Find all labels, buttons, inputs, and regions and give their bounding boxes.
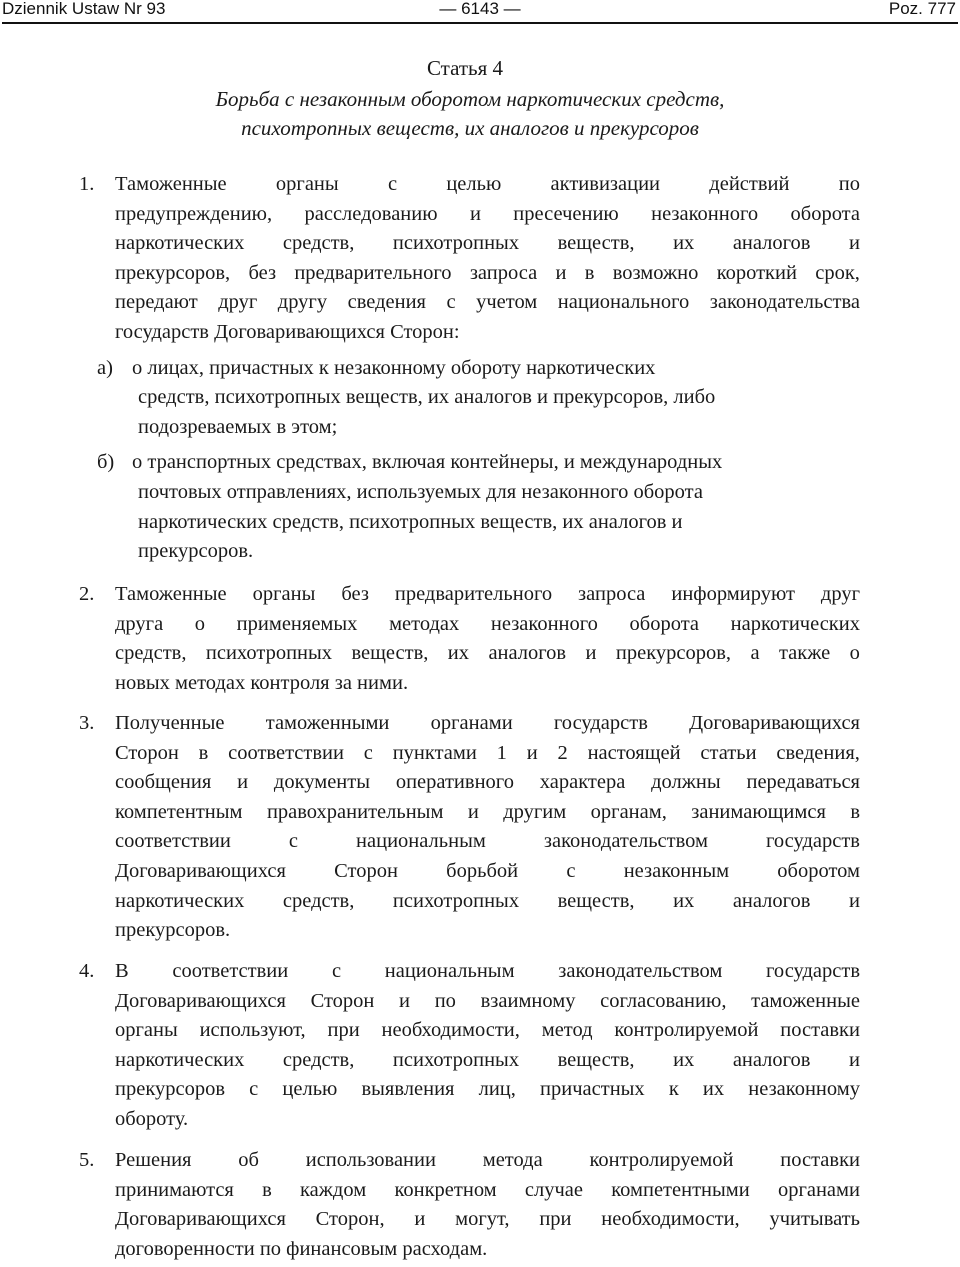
- paragraph-line: [115, 583, 860, 606]
- word: государств: [766, 830, 860, 853]
- word: и: [399, 989, 411, 1012]
- word: их: [702, 1078, 725, 1101]
- word: Договаривающихся: [689, 712, 860, 734]
- word: другим: [503, 800, 567, 823]
- word: Договаривающихся: [115, 860, 286, 882]
- word: незаконного: [490, 612, 598, 635]
- paragraph-last-line: договоренности по финансовым расходам.: [115, 1237, 488, 1260]
- paragraph-line: [115, 1208, 860, 1231]
- word: контролируемой: [589, 1149, 734, 1171]
- paragraph-line: [115, 860, 860, 883]
- paragraph-line: [115, 262, 860, 285]
- paragraph-line: [115, 960, 860, 983]
- word: в: [262, 1178, 272, 1201]
- word: Полученные: [115, 712, 225, 734]
- word: выявления: [361, 1078, 455, 1101]
- word: в: [584, 261, 595, 284]
- paragraph-line: [115, 801, 860, 824]
- paragraph-line: [115, 830, 860, 853]
- word: короткий: [716, 261, 797, 284]
- paragraph-last-line: государств Договаривающихся Сторон:: [115, 321, 460, 343]
- word: срок,: [815, 261, 860, 284]
- word: органы: [275, 173, 339, 195]
- paragraph-line: [115, 990, 860, 1013]
- word: оперативного: [395, 771, 514, 794]
- paragraph-line: [115, 742, 860, 765]
- word: предварительного: [394, 583, 553, 605]
- word: целью: [446, 173, 502, 195]
- word: друг: [820, 583, 860, 605]
- paragraph-line: [115, 1049, 860, 1072]
- word: возможно: [612, 261, 699, 284]
- word: национальным: [384, 960, 515, 982]
- word: с: [387, 173, 398, 195]
- word: наркотических: [115, 1048, 245, 1071]
- list-item-line: о транспортных средствах, включая контейнеры, и международных: [132, 451, 723, 474]
- word: о: [194, 612, 206, 635]
- word: Сторон: [310, 989, 375, 1012]
- list-item-line: прекурсоров.: [138, 540, 254, 563]
- article-subtitle-line: Борьба с незаконным оборотом наркотических средств,: [215, 87, 725, 111]
- paragraph-line: [115, 771, 860, 794]
- word: таможенные: [751, 989, 860, 1012]
- paragraph-number: 1.: [79, 173, 95, 195]
- word: оборота: [790, 202, 860, 225]
- word: незаконного: [651, 202, 759, 225]
- word: 2: [557, 741, 568, 764]
- word: и: [526, 741, 538, 764]
- word: Сторон,: [315, 1208, 385, 1231]
- word: Сторон: [115, 741, 179, 764]
- word: национальным: [356, 830, 486, 853]
- list-item-line: о лицах, причастных к незаконному обороту наркотических: [132, 356, 656, 379]
- word: поставки: [780, 1019, 860, 1042]
- word: их: [447, 642, 470, 665]
- word: в: [198, 741, 209, 764]
- word: и: [237, 771, 249, 794]
- word: целью: [282, 1078, 338, 1101]
- word: незаконным: [623, 860, 730, 882]
- word: документы: [273, 771, 371, 794]
- paragraph-line: [115, 613, 860, 636]
- paragraph-line: [115, 1078, 860, 1101]
- word: при: [327, 1019, 360, 1042]
- word: веществ,: [557, 1048, 635, 1071]
- word: их: [673, 232, 695, 255]
- word: необходимости,: [601, 1208, 740, 1231]
- word: соответствии: [228, 741, 344, 764]
- word: сведения,: [776, 741, 860, 764]
- word: законодательством: [543, 830, 708, 853]
- word: должны: [651, 771, 721, 794]
- word: каждом: [300, 1178, 367, 1201]
- word: занимающимся: [691, 800, 826, 823]
- paragraph-line: [115, 203, 860, 226]
- word: Решения: [115, 1149, 192, 1171]
- word: В: [115, 960, 129, 982]
- word: с: [363, 741, 373, 764]
- word: и: [585, 642, 597, 665]
- paragraph-number: 2.: [79, 583, 95, 605]
- word: случае: [524, 1178, 583, 1201]
- word: пресечению: [513, 202, 619, 225]
- word: аналогов: [732, 232, 811, 255]
- word: с: [288, 830, 298, 853]
- word: соответствии: [115, 830, 231, 853]
- word: и: [849, 232, 860, 255]
- word: пунктами: [392, 741, 477, 764]
- word: поставки: [780, 1149, 860, 1171]
- word: правохранительным: [266, 800, 444, 823]
- word: и: [469, 202, 481, 225]
- word: государств: [766, 960, 860, 982]
- word: также: [778, 642, 831, 665]
- word: предварительного: [294, 261, 452, 284]
- word: оборота: [629, 612, 700, 635]
- word: психотропных: [392, 232, 520, 255]
- word: с: [249, 1078, 259, 1101]
- word: об: [238, 1149, 259, 1171]
- word: конкретном: [394, 1178, 497, 1201]
- word: передаваться: [746, 771, 860, 794]
- word: запроса: [578, 583, 646, 605]
- word: органы: [115, 1019, 178, 1042]
- word: оборотом: [777, 860, 860, 882]
- word: средств,: [115, 642, 187, 665]
- paragraph-number: 4.: [79, 960, 95, 982]
- list-item-line: почтовых отправлениях, используемых для незаконного оборота: [138, 481, 703, 503]
- header-rule: [2, 22, 958, 24]
- word: без: [341, 583, 369, 605]
- word: сведения: [347, 291, 426, 314]
- word: органам,: [590, 800, 667, 823]
- position-number: Poz. 777: [888, 0, 956, 18]
- word: государств: [553, 712, 648, 734]
- word: органами: [777, 1178, 860, 1201]
- word: и: [414, 1208, 426, 1231]
- word: друга: [115, 612, 164, 635]
- word: контролируемой: [614, 1019, 759, 1042]
- paragraph-number: 3.: [79, 712, 95, 734]
- word: наркотических: [115, 232, 245, 255]
- paragraph-line: [115, 1179, 860, 1202]
- word: друг: [218, 291, 258, 314]
- paragraph-last-line: прекурсоров.: [115, 919, 231, 942]
- word: их: [673, 1048, 695, 1071]
- word: компетентным: [115, 800, 243, 823]
- word: законодательства: [709, 291, 860, 314]
- word: характера: [539, 771, 626, 794]
- word: используют,: [199, 1019, 306, 1042]
- word: аналогов: [732, 889, 811, 912]
- word: веществ,: [557, 889, 635, 912]
- word: о: [849, 642, 860, 665]
- word: веществ,: [557, 232, 635, 255]
- word: Таможенные: [115, 583, 227, 605]
- word: учетом: [476, 291, 538, 314]
- word: информируют: [671, 583, 795, 605]
- word: передают: [115, 291, 198, 314]
- word: психотропных: [205, 642, 333, 665]
- word: статьи: [700, 741, 757, 764]
- word: таможенными: [265, 712, 390, 734]
- word: Договаривающихся: [115, 1208, 286, 1231]
- word: веществ,: [351, 642, 429, 665]
- journal-name: Dziennik Ustaw Nr 93: [2, 0, 166, 18]
- paragraph-line: [115, 291, 860, 314]
- word: Договаривающихся: [115, 989, 286, 1012]
- word: к: [668, 1078, 679, 1101]
- running-header: [0, 0, 960, 22]
- word: методах: [389, 612, 460, 635]
- word: предупреждению,: [115, 202, 273, 225]
- word: согласованию,: [600, 989, 727, 1012]
- word: сообщения: [115, 771, 212, 794]
- word: действий: [709, 173, 790, 195]
- word: лиц,: [478, 1078, 516, 1101]
- word: по: [434, 989, 456, 1012]
- word: метода: [482, 1149, 543, 1171]
- word: средств,: [282, 1048, 355, 1071]
- word: незаконному: [748, 1078, 860, 1101]
- word: компетентными: [611, 1178, 750, 1201]
- paragraph-line: [115, 642, 860, 665]
- list-item-line: средств, психотропных веществ, их аналогов и прекурсоров, либо: [138, 386, 716, 409]
- word: Таможенные: [115, 173, 227, 195]
- page-number: — 6143 —: [439, 0, 521, 18]
- list-item-marker: б): [97, 451, 115, 474]
- word: расследованию: [304, 202, 438, 225]
- word: в: [850, 800, 860, 823]
- word: органы: [252, 583, 316, 605]
- word: другу: [277, 291, 328, 314]
- word: применяемых: [236, 612, 358, 635]
- word: метод: [541, 1019, 593, 1042]
- article-subtitle-line: психотропных веществ, их аналогов и прекурсоров: [241, 116, 699, 140]
- paragraph-line: [115, 890, 860, 913]
- paragraph-line: [115, 712, 860, 735]
- word: активизации: [550, 173, 661, 195]
- word: взаимному: [480, 989, 576, 1012]
- word: учитывать: [769, 1208, 860, 1231]
- paragraph-last-line: обороту.: [115, 1108, 189, 1130]
- word: и: [467, 800, 479, 823]
- word: необходимости,: [381, 1019, 520, 1042]
- word: настоящей: [587, 741, 681, 764]
- word: использовании: [305, 1149, 436, 1171]
- word: прекурсоров,: [615, 642, 732, 665]
- word: по: [838, 173, 860, 195]
- word: наркотических: [115, 889, 245, 912]
- word: аналогов: [732, 1048, 811, 1071]
- word: с: [331, 960, 342, 982]
- word: органами: [430, 712, 513, 734]
- paragraph-line: [115, 1149, 860, 1172]
- paragraph-line: [115, 1019, 860, 1042]
- word: средств,: [282, 889, 355, 912]
- word: национального: [557, 291, 690, 314]
- word: наркотических: [730, 612, 860, 635]
- word: запроса: [469, 261, 538, 284]
- word: прекурсоров: [115, 1078, 226, 1101]
- word: их: [673, 889, 695, 912]
- word: законодательством: [558, 960, 723, 982]
- list-item-line: наркотических средств, психотропных веществ, их аналогов и: [138, 510, 683, 533]
- word: с: [446, 291, 456, 314]
- word: причастных: [540, 1078, 645, 1101]
- word: и: [849, 889, 860, 912]
- list-item-line: подозреваемых в этом;: [138, 415, 338, 438]
- word: Сторон: [334, 860, 398, 882]
- word: принимаются: [115, 1178, 234, 1201]
- word: соответствии: [172, 960, 289, 982]
- word: средств,: [282, 232, 355, 255]
- article-title: Статья 4: [426, 56, 504, 80]
- list-item-marker: а): [97, 356, 113, 379]
- word: могут,: [455, 1208, 510, 1231]
- word: психотропных: [392, 1048, 520, 1071]
- word: 1: [496, 741, 507, 764]
- word: прекурсоров,: [115, 261, 231, 284]
- word: без: [248, 261, 277, 284]
- word: и: [849, 1048, 860, 1071]
- word: а: [750, 642, 760, 665]
- word: и: [555, 261, 567, 284]
- paragraph-number: 5.: [79, 1149, 95, 1171]
- word: с: [566, 860, 576, 882]
- word: аналогов: [488, 642, 567, 665]
- word: при: [539, 1208, 572, 1231]
- word: борьбой: [446, 860, 519, 882]
- paragraph-line: [115, 173, 860, 196]
- paragraph-line: [115, 232, 860, 255]
- paragraph-last-line: новых методах контроля за ними.: [115, 671, 409, 694]
- word: психотропных: [392, 889, 520, 912]
